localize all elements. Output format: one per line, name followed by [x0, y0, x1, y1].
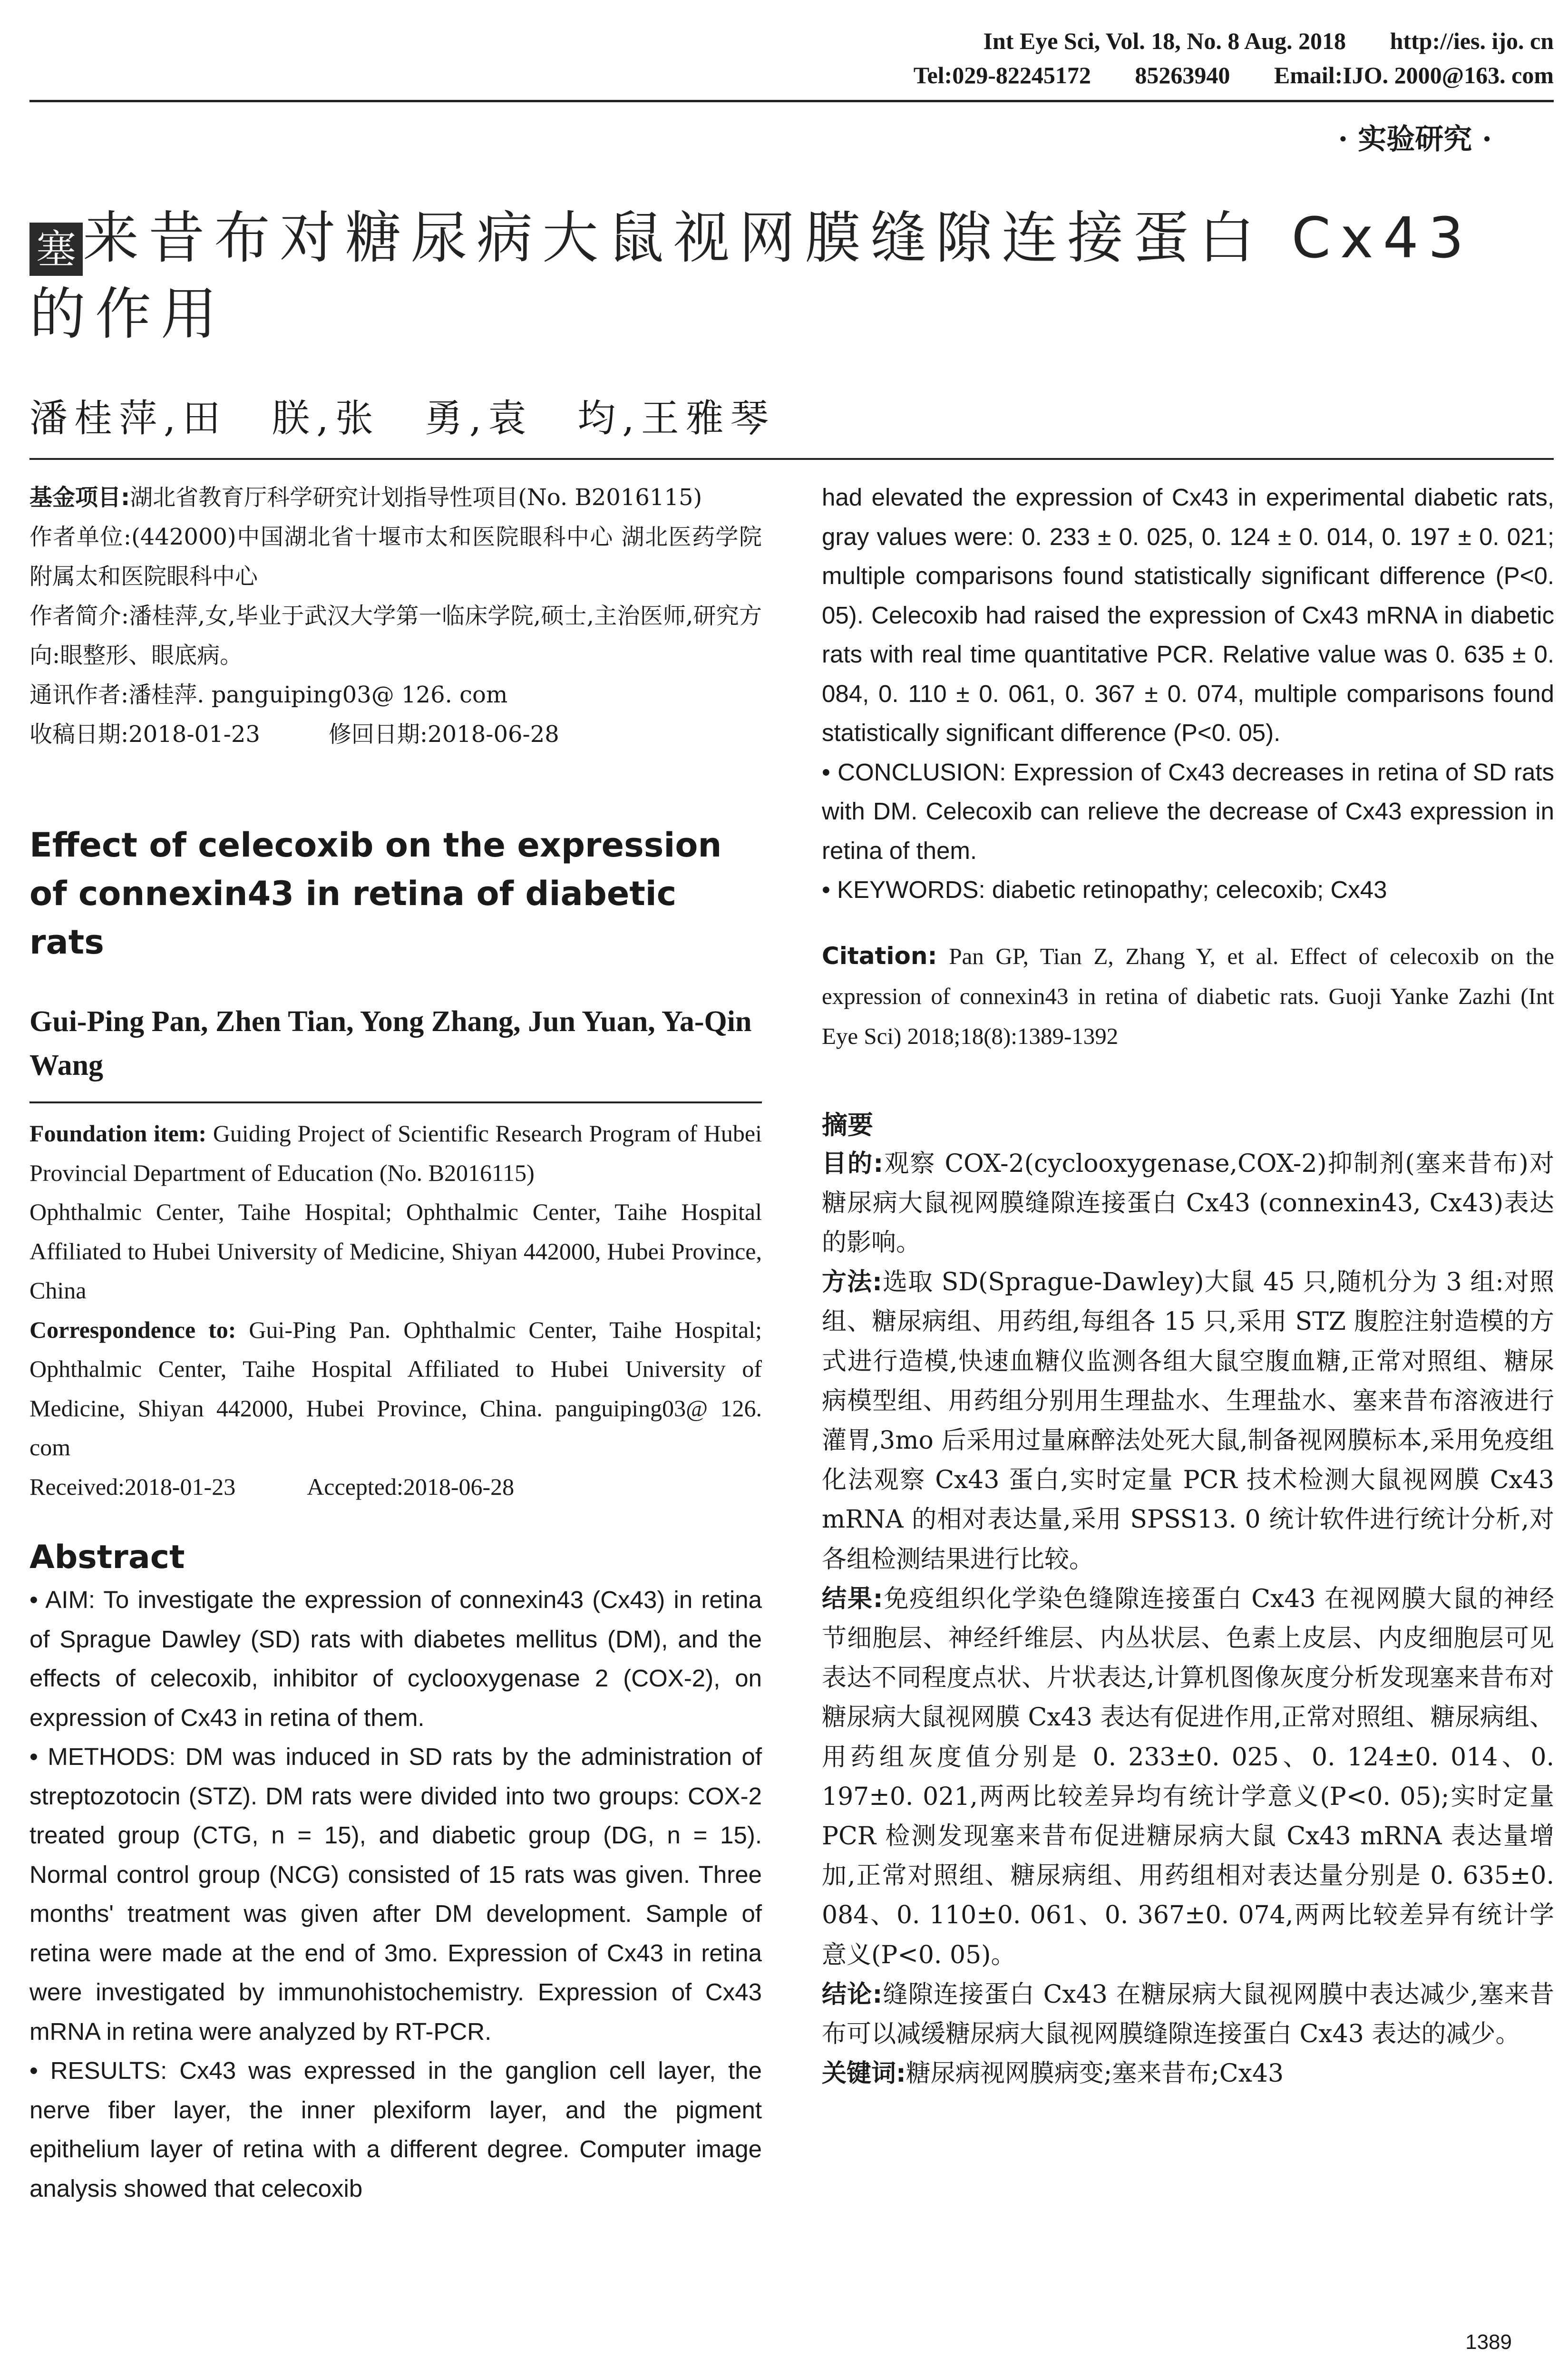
abstract-right	[822, 478, 1554, 910]
cn-abstract-methods: 方法:选取 SD(Sprague-Dawley)大鼠 45 只,随机分为 3 组:对照组、糖尿病组、用药组,每组各 15 只,采用 STZ 腹腔注射造模的方式进行造模,快速血糖仪监测各组大鼠空腹血糖,正常对照组、糖尿病模型组、用药组分别用生理盐水、生理盐水、塞来昔布溶液进行灌胃,3mo 后采用过量麻醉法处死大鼠,制备视网膜标本,采用免疫组化法观察 Cx43 蛋白,实时定量 PCR 技术检测大鼠视网膜 Cx43 mRNA 的相对表达量,采用 SPSS13. 0 统计软件进行统计分析,对各组检测结果进行比较。	[822, 1268, 1554, 1574]
info-author-bio: 作者简介:潘桂萍,女,毕业于武汉大学第一临床学院,硕士,主治医师,研究方向:眼整形、眼底病。	[29, 603, 762, 669]
abstract-results-part2: had elevated the expression of Cx43 in experimental diabetic rats, gray values were: 0. 233 ± 0. 025, 0. 124 ± 0. 014, 0. 197 ± 0. 021; multiple comparisons found statistically significant difference (P<0. 05). Celecoxib had raised the expression of Cx43 mRNA in diabetic rats with real time quantitative PCR. Relative value was 0. 635 ± 0. 084, 0. 110 ± 0. 061, 0. 367 ± 0. 074, multiple comparisons found statistically significant difference (P<0. 05).	[822, 484, 1554, 746]
journal-tel: Tel:029-82245172	[913, 62, 1091, 88]
abstract-conclusion: • CONCLUSION: Expression of Cx43 decreases in retina of SD rats with DM. Celecoxib can relieve the decrease of Cx43 expression in retina of them.	[822, 758, 1554, 864]
abstract-keywords: • KEYWORDS: diabetic retinopathy; celecoxib; Cx43	[822, 876, 1387, 903]
english-info-block	[29, 1114, 762, 1506]
cn-abstract-conclusion: 结论:缝隙连接蛋白 Cx43 在糖尿病大鼠视网膜中表达减少,塞来昔布可以减缓糖尿病大鼠视网膜缝隙连接蛋白 Cx43 表达的减少。	[822, 1980, 1554, 2048]
article-title-text: 来昔布对糖尿病大鼠视网膜缝隙连接蛋白 Cx43 的作用	[29, 205, 1473, 347]
foundation-item: Foundation item: Guiding Project of Scientific Research Program of Hubei Provincial Department of Education (No. B2016115)	[29, 1120, 762, 1186]
authors-chinese: 潘桂萍,田 朕,张 勇,袁 均,王雅琴	[29, 396, 775, 440]
chinese-abstract-heading: 摘要	[822, 1110, 873, 1140]
journal-tel-2: 85263940	[1135, 62, 1230, 88]
english-title: Effect of celecoxib on the expression of connexin43 in retina of diabetic rats	[29, 826, 722, 962]
title-first-character: 塞	[29, 223, 83, 276]
left-column	[29, 478, 762, 2208]
journal-info: Int Eye Sci, Vol. 18, No. 8 Aug. 2018	[983, 28, 1346, 54]
citation: Citation: Pan GP, Tian Z, Zhang Y, et al. Effect of celecoxib on the expression of connexin43 in retina of diabetic rats. Guoji Yanke Zazhi (Int Eye Sci) 2018;18(8):1389-1392	[822, 942, 1554, 1049]
page-number: 1389	[1465, 2330, 1512, 2354]
abstract-methods: • METHODS: DM was induced in SD rats by the administration of streptozotocin (STZ). DM rats were divided into two groups: COX-2 treated group (CTG, n = 15), and diabetic group (DG, n = 15). Normal control group (NCG) consisted of 15 rats was given. Three months' treatment was given after DM development. Sample of retina were made at the end of 3mo. Expression of Cx43 in retina were investigated by immunohistochemistry. Expression of Cx43 mRNA in retina were analyzed by RT-PCR.	[29, 1743, 762, 2045]
abstract-results-part1: • RESULTS: Cx43 was expressed in the ganglion cell layer, the nerve fiber layer, the inner plexiform layer, and the pigment epithelium layer of retina with a different degree. Computer image analysis showed that celecoxib	[29, 2057, 762, 2202]
received-accepted-dates: Received:2018-01-23 Accepted:2018-06-28	[29, 1473, 515, 1500]
article-title	[29, 200, 1554, 352]
cn-abstract-results: 结果:免疫组织化学染色缝隙连接蛋白 Cx43 在视网膜大鼠的神经节细胞层、神经纤维层、内丛状层、色素上皮层、内皮细胞层可见表达不同程度点状、片状表达,计算机图像灰度分析发现塞来昔布对糖尿病大鼠视网膜 Cx43 表达有促进作用,正常对照组、糖尿病组、用药组灰度值分别是 0. 233±0. 025、0. 124±0. 014、0. 197±0. 021,两两比较差异均有统计学意义(P<0. 05);实时定量 PCR 检测发现塞来昔布促进糖尿病大鼠 Cx43 mRNA 表达量增加,正常对照组、糖尿病组、用药组相对表达量分别是 0. 635±0. 084、0. 110±0. 061、0. 367±0. 074,两两比较差异有统计学意义(P<0. 05)。	[822, 1584, 1554, 1969]
right-column	[822, 478, 1554, 2094]
authors-divider	[29, 458, 1554, 460]
info-dates: 收稿日期:2018-01-23 修回日期:2018-06-28	[29, 721, 559, 748]
english-authors: Gui-Ping Pan, Zhen Tian, Yong Zhang, Jun Yuan, Ya-Qin Wang	[29, 1005, 752, 1081]
abstract-heading: Abstract	[29, 1539, 185, 1576]
cn-abstract-purpose: 目的:观察 COX-2(cyclooxygenase,COX-2)抑制剂(塞来昔布)对糖尿病大鼠视网膜缝隙连接蛋白 Cx43 (connexin43, Cx43)表达的影响。	[822, 1149, 1554, 1257]
abstract-left	[29, 1580, 762, 2208]
header-divider	[29, 100, 1554, 102]
info-affiliation: 作者单位:(442000)中国湖北省十堰市太和医院眼科中心 湖北医药学院附属太和医院眼科中心	[29, 524, 762, 590]
journal-header	[793, 24, 1554, 92]
english-affiliation: Ophthalmic Center, Taihe Hospital; Ophthalmic Center, Taihe Hospital Affiliated to Hubei University of Medicine, Shiyan 442000, Hubei Province, China	[29, 1198, 762, 1304]
chinese-abstract	[822, 1144, 1554, 2094]
section-label: · 实验研究 ·	[1338, 123, 1492, 156]
english-authors-divider	[29, 1101, 762, 1103]
cn-abstract-keywords: 关键词:糖尿病视网膜病变;塞来昔布;Cx43	[822, 2059, 1284, 2088]
correspondence: Correspondence to: Gui-Ping Pan. Ophthalmic Center, Taihe Hospital; Ophthalmic Center, Taihe Hospital Affiliated to Hubei University of Medicine, Shiyan 442000, Hubei Province, China. panguiping03@ 126. com	[29, 1316, 762, 1461]
info-correspondence: 通讯作者:潘桂萍. panguiping03@ 126. com	[29, 682, 508, 708]
info-foundation: 基金项目:湖北省教育厅科学研究计划指导性项目(No. B2016115)	[29, 484, 702, 511]
abstract-aim: • AIM: To investigate the expression of connexin43 (Cx43) in retina of Sprague Dawley (SD) rats with diabetes mellitus (DM), and the effects of celecoxib, inhibitor of cyclooxygenase 2 (COX-2), on expression of Cx43 in retina of them.	[29, 1586, 762, 1731]
chinese-info-block	[29, 478, 762, 754]
journal-email[interactable]: Email:IJO. 2000@163. com	[1274, 62, 1554, 88]
journal-url[interactable]: http://ies. ijo. cn	[1390, 28, 1554, 54]
